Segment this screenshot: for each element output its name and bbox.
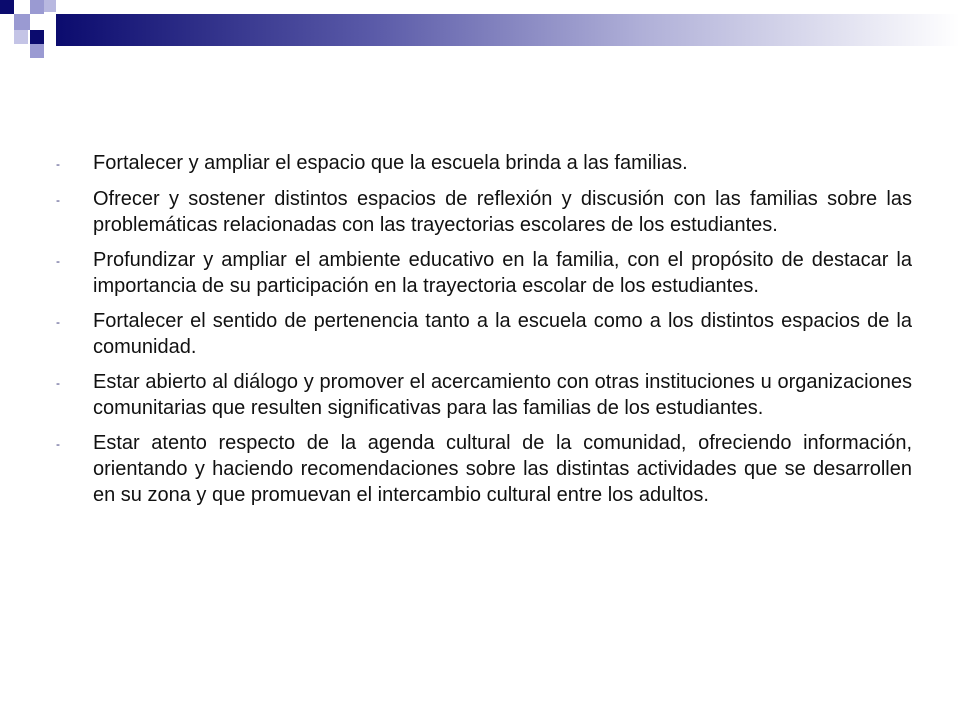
decor-square-light bbox=[14, 30, 28, 44]
slide-body bbox=[56, 150, 912, 517]
decor-square-light bbox=[30, 0, 44, 14]
list-item bbox=[56, 369, 912, 421]
decor-square-dark bbox=[0, 0, 14, 14]
bullet-dash: - bbox=[56, 315, 60, 329]
bullet-dash: - bbox=[56, 254, 60, 268]
list-item bbox=[56, 150, 912, 177]
bullet-dash: - bbox=[56, 193, 60, 207]
bullet-dash: - bbox=[56, 437, 60, 451]
list-item-text: Profundizar y ampliar el ambiente educativo en la familia, con el propósito de destacar la importancia de su participación en la trayectoria escolar de los estudiantes. bbox=[93, 249, 912, 297]
list-item bbox=[56, 247, 912, 299]
list-item-text: Estar atento respecto de la agenda cultural de la comunidad, ofreciendo información, orientando y haciendo recomendaciones sobre las distintas actividades que se desarrollen en su zona y que promuevan el intercambio cultural entre los adultos. bbox=[93, 432, 912, 506]
decor-square-light bbox=[14, 14, 30, 30]
bullet-dash: - bbox=[56, 157, 60, 171]
list-item-text: Ofrecer y sostener distintos espacios de reflexión y discusión con las familias sobre las problemáticas relacionadas con las trayectorias escolares de los estudiantes. bbox=[93, 188, 912, 236]
header-gradient-bar bbox=[56, 14, 960, 46]
list-item bbox=[56, 430, 912, 508]
list-item-text: Estar abierto al diálogo y promover el acercamiento con otras instituciones u organizaciones comunitarias que resulten significativas para las familias de los estudiantes. bbox=[93, 371, 912, 419]
list-item bbox=[56, 186, 912, 238]
decor-square-light bbox=[30, 44, 44, 58]
bullet-dash: - bbox=[56, 376, 60, 390]
list-item-text: Fortalecer y ampliar el espacio que la escuela brinda a las familias. bbox=[93, 152, 688, 174]
decor-square-dark bbox=[30, 30, 44, 44]
header-decoration bbox=[0, 0, 960, 60]
decor-square-light bbox=[44, 0, 56, 12]
list-item-text: Fortalecer el sentido de pertenencia tanto a la escuela como a los distintos espacios de la comunidad. bbox=[93, 310, 912, 358]
list-item bbox=[56, 308, 912, 360]
